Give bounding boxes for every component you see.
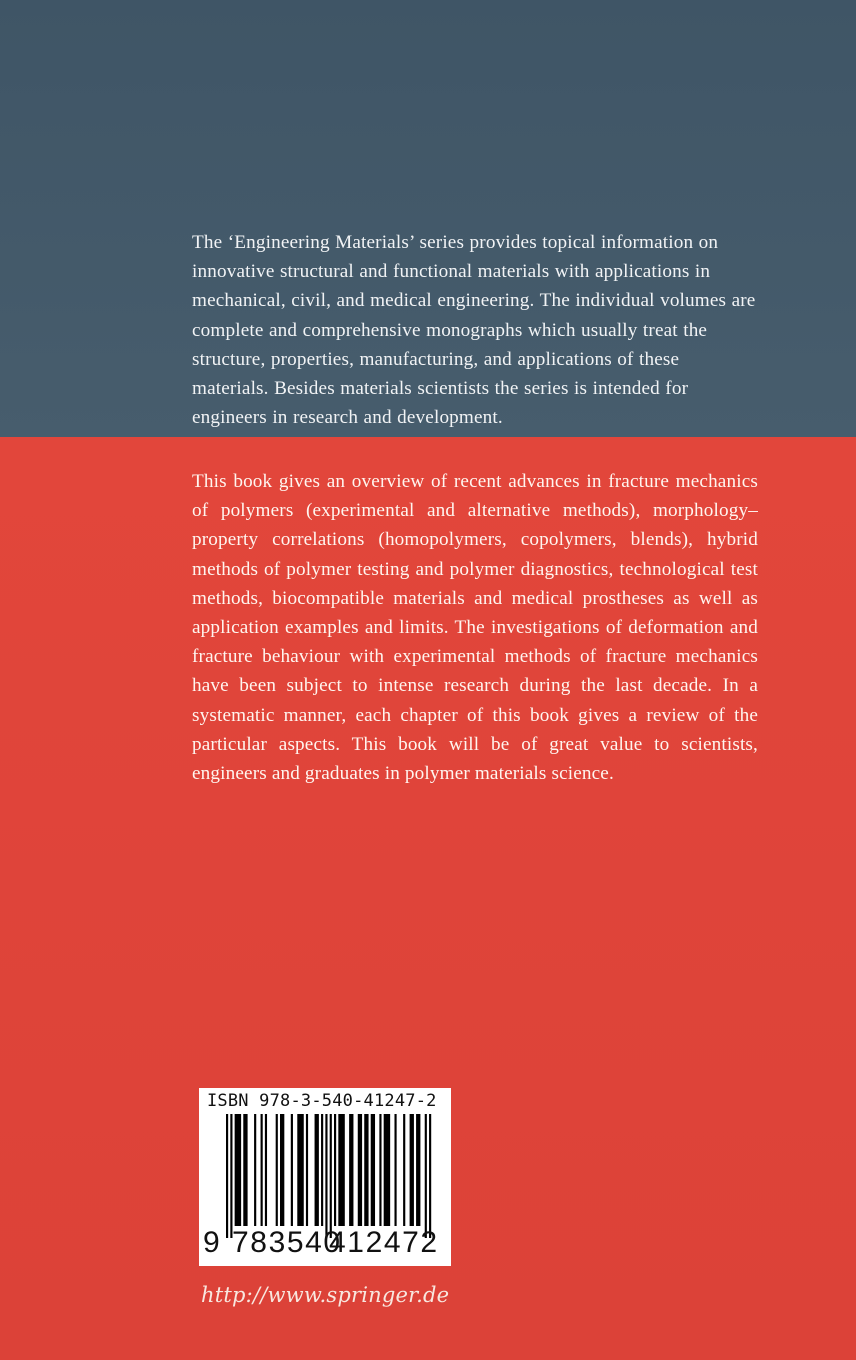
barcode-bar	[384, 1114, 390, 1226]
barcode-guard-bar	[226, 1114, 228, 1238]
barcode-bar	[338, 1114, 344, 1226]
barcode-bar	[410, 1114, 414, 1226]
series-description: The ‘Engineering Materials’ series provides topical information on innovative structural and functional materials with applications in mechanical, civil, and medical engineering. The individual volumes are complete and comprehensive monographs which usually treat the structure, properties, manufacturing, and applications of these materials. Besides materials scientists the series is intended for engineers in research and development.	[192, 232, 756, 429]
barcode-bar	[349, 1114, 353, 1226]
book-description-body: This book gives an overview of recent advances in fracture mechanics of polymers (experimental and alternative methods), morphology–property correlations (homopolymers, copolymers, blends), hybrid methods of polymer testing and polymer diagnostics, technological test methods, biocompatible materials and medical prostheses as well as application examples and limits. The investigations of deformation and fracture behaviour with experimental methods of fracture mechanics have been subject to intense research during the last decade. In a systematic manner, each chapter of this book gives a review of the particular aspects. This book will be of great value to	[192, 471, 758, 755]
barcode-bar	[334, 1114, 336, 1226]
barcode-bar	[297, 1114, 303, 1226]
barcode-guard-bar	[425, 1114, 427, 1238]
barcode-bar	[254, 1114, 256, 1226]
barcode-guard-bar	[330, 1114, 332, 1238]
book-description	[192, 467, 758, 788]
barcode-bar	[416, 1114, 420, 1226]
ean-left-group: 783540	[232, 1226, 342, 1259]
barcode-bar	[306, 1114, 308, 1226]
barcode-bar	[371, 1114, 375, 1226]
ean-right-group: 412472	[329, 1226, 439, 1259]
barcode-bar	[243, 1114, 247, 1226]
barcode-bar	[364, 1114, 368, 1226]
barcode-bar	[394, 1114, 396, 1226]
ean-first-digit: 9	[203, 1226, 220, 1259]
barcode-guard-bar	[429, 1114, 431, 1238]
barcode-bar	[321, 1114, 323, 1226]
series-panel	[0, 0, 856, 437]
barcode-bar	[403, 1114, 405, 1226]
isbn-label: ISBN 978-3-540-41247-2	[207, 1091, 437, 1111]
book-description-last-line: scientists, engineers and graduates in polymer materials science.	[192, 733, 759, 785]
barcode-bar	[261, 1114, 263, 1226]
isbn-barcode	[199, 1088, 451, 1266]
barcode-bar	[358, 1114, 362, 1226]
barcode-bar	[265, 1114, 267, 1226]
barcode-bar	[291, 1114, 293, 1226]
publisher-website: http://www.springer.de	[201, 1283, 450, 1307]
barcode-bar	[379, 1114, 381, 1226]
barcode-guard-bar	[230, 1114, 232, 1238]
barcode-bar	[280, 1114, 284, 1226]
barcode-bar	[315, 1114, 319, 1226]
barcode-bar	[235, 1114, 241, 1226]
barcode-bar	[276, 1114, 278, 1226]
barcode-guard-bar	[325, 1114, 327, 1238]
